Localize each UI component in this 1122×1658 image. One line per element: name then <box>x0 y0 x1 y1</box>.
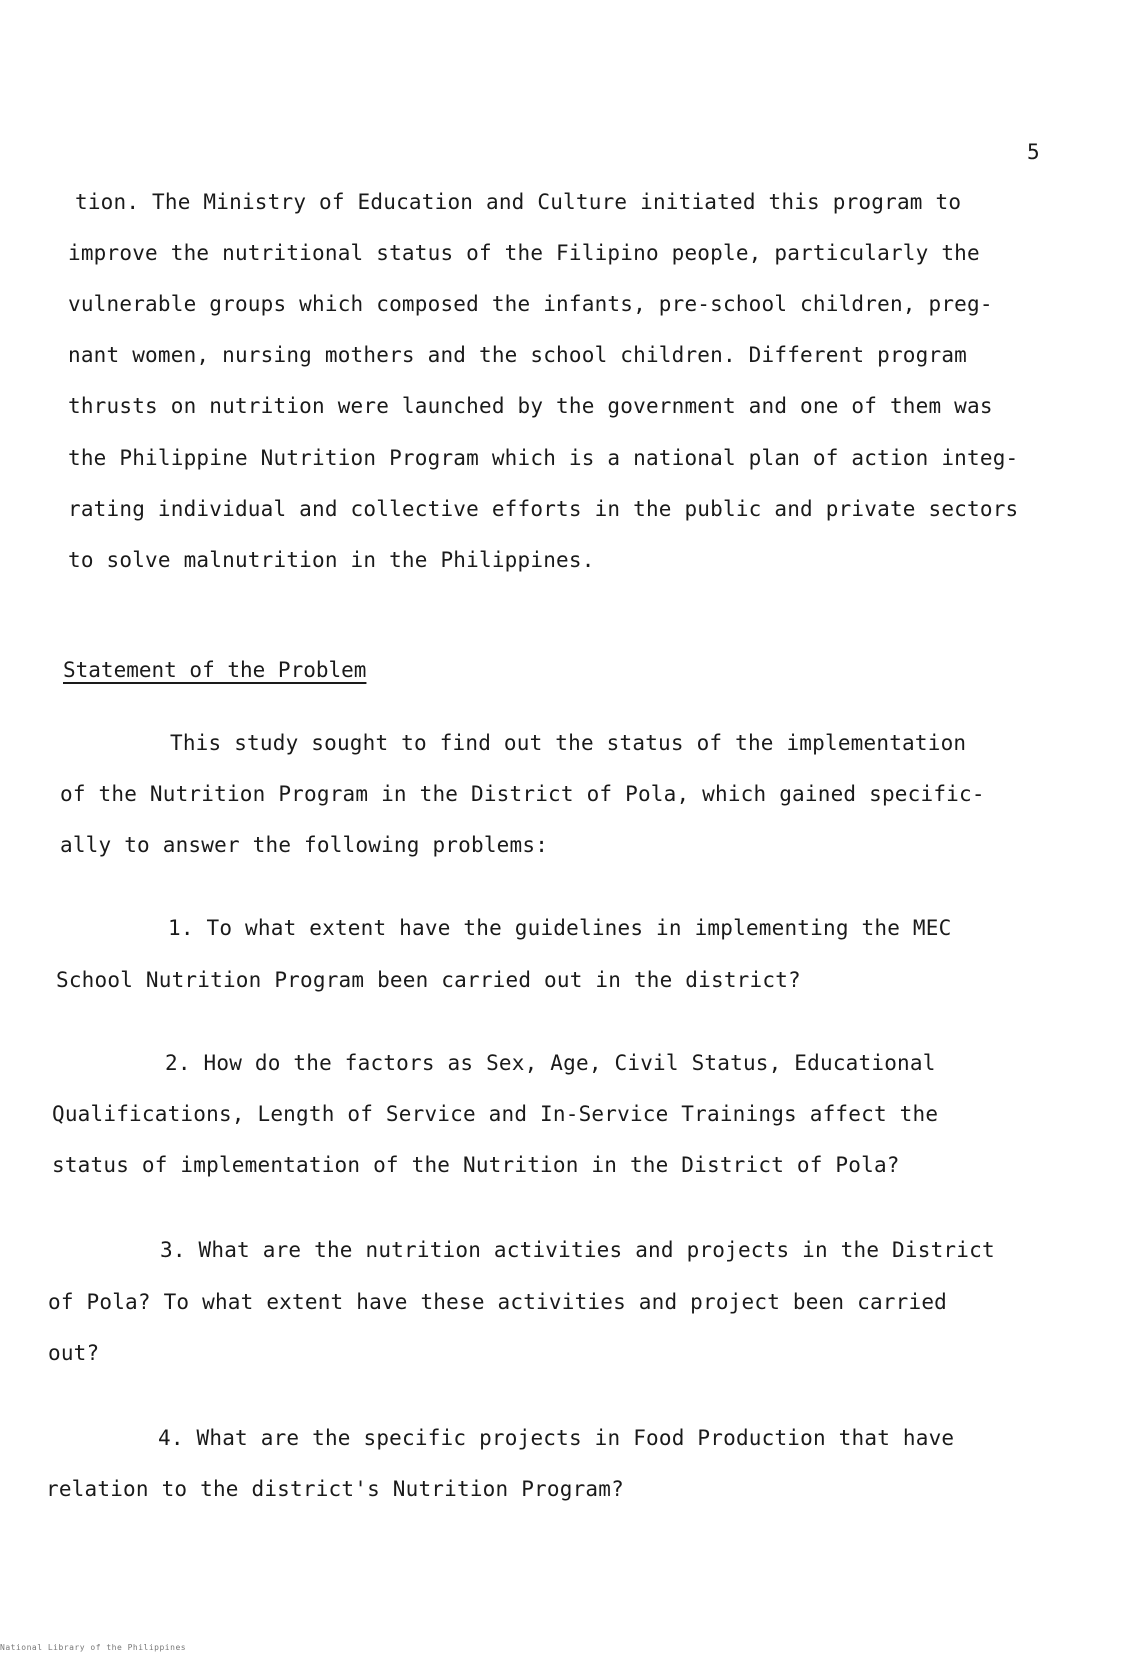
text-line: rating individual and collective efforts in the public and private sectors <box>68 497 1019 521</box>
text-line: 4. What are the specific projects in Food Production that have <box>158 1426 955 1450</box>
text-line: of Pola? To what extent have these activities and project been carried <box>48 1290 948 1314</box>
text-line: nant women, nursing mothers and the school children. Different program <box>68 343 968 367</box>
footer-watermark: National Library of the Philippines <box>0 1643 187 1652</box>
text-line: 2. How do the factors as Sex, Age, Civil Status, Educational <box>165 1051 936 1075</box>
text-line: vulnerable groups which composed the infants, pre-school children, preg- <box>68 292 993 316</box>
text-line: School Nutrition Program been carried out in the district? <box>56 968 801 992</box>
text-line: This study sought to find out the status of the implementation <box>170 731 967 755</box>
text-line: of the Nutrition Program in the District of Pola, which gained specific- <box>60 782 985 806</box>
text-line: relation to the district's Nutrition Program? <box>46 1477 624 1501</box>
text-line: the Philippine Nutrition Program which is a national plan of action integ- <box>68 446 1019 470</box>
text-line: tion. The Ministry of Education and Culture initiated this program to <box>75 190 962 214</box>
text-line: Qualifications, Length of Service and In-Service Trainings affect the <box>52 1102 939 1126</box>
page-number: 5 <box>1027 140 1040 164</box>
text-line: thrusts on nutrition were launched by the government and one of them was <box>68 394 993 418</box>
text-line: improve the nutritional status of the Filipino people, particularly the <box>68 241 980 265</box>
text-line: 1. To what extent have the guidelines in implementing the MEC <box>168 916 952 940</box>
text-line: out? <box>48 1341 100 1365</box>
text-line: 3. What are the nutrition activities and projects in the District <box>160 1238 995 1262</box>
text-line: status of implementation of the Nutrition in the District of Pola? <box>52 1153 900 1177</box>
text-line: to solve malnutrition in the Philippines. <box>68 548 595 572</box>
text-line: ally to answer the following problems: <box>60 833 549 857</box>
section-heading: Statement of the Problem <box>63 658 367 682</box>
